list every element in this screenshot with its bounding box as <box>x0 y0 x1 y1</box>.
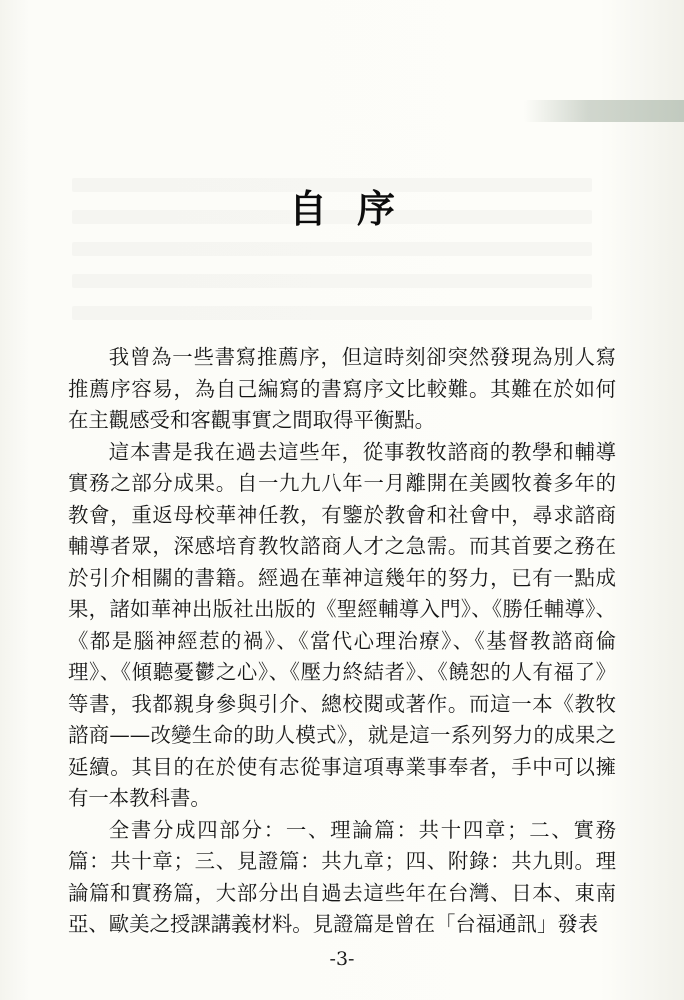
bleed-through-line <box>72 242 592 256</box>
bleed-through-line <box>72 274 592 288</box>
bleed-through-line <box>72 306 592 320</box>
paragraph: 我曾為一些書寫推薦序，但這時刻卻突然發現為別人寫推薦序容易，為自己編寫的書寫序文比較難。其難在於如何在主觀感受和客觀事實之間取得平衡點。 <box>68 345 616 432</box>
paragraph: 全書分成四部分：一、理論篇：共十四章；二、實務篇：共十章；三、見證篇：共九章；四、附錄：共九則。理論篇和實務篇，大部分出自過去這些年在台灣、日本、東南亞、歐美之授課講義材料。見證篇是曾在「台福通訊」發表 <box>68 817 616 936</box>
page-number: -3- <box>329 948 355 970</box>
paragraph: 這本書是我在過去這些年，從事教牧諮商的教學和輔導實務之部分成果。自一九九八年一月離開在美國牧養多年的教會，重返母校華神任教，有鑒於教會和社會中，尋求諮商輔導者眾，深感培育教牧諮商人才之急需。而其首要之務在於引介相關的書籍。經過在華神這幾年的努力，已有一點成果，諸如華神出版社出版的《聖經輔導入門》、《勝任輔導》、《都是腦神經惹的禍》、《當代心理治療》、《基督教諮商倫理》、《傾聽憂鬱之心》、《壓力終結者》、《饒恕的人有福了》等書，我都親身參與引介、總校閱或著作。而這一本《教牧諮商——改變生命的助人模式》，就是這一系列努力的成果之延續。其目的在於使有志從事這項專業事奉者，手中可以擁有一本教科書。 <box>68 439 616 810</box>
body-text <box>68 342 616 941</box>
chapter-tab-bleed <box>524 100 684 122</box>
page-title: 自序 <box>288 187 425 231</box>
